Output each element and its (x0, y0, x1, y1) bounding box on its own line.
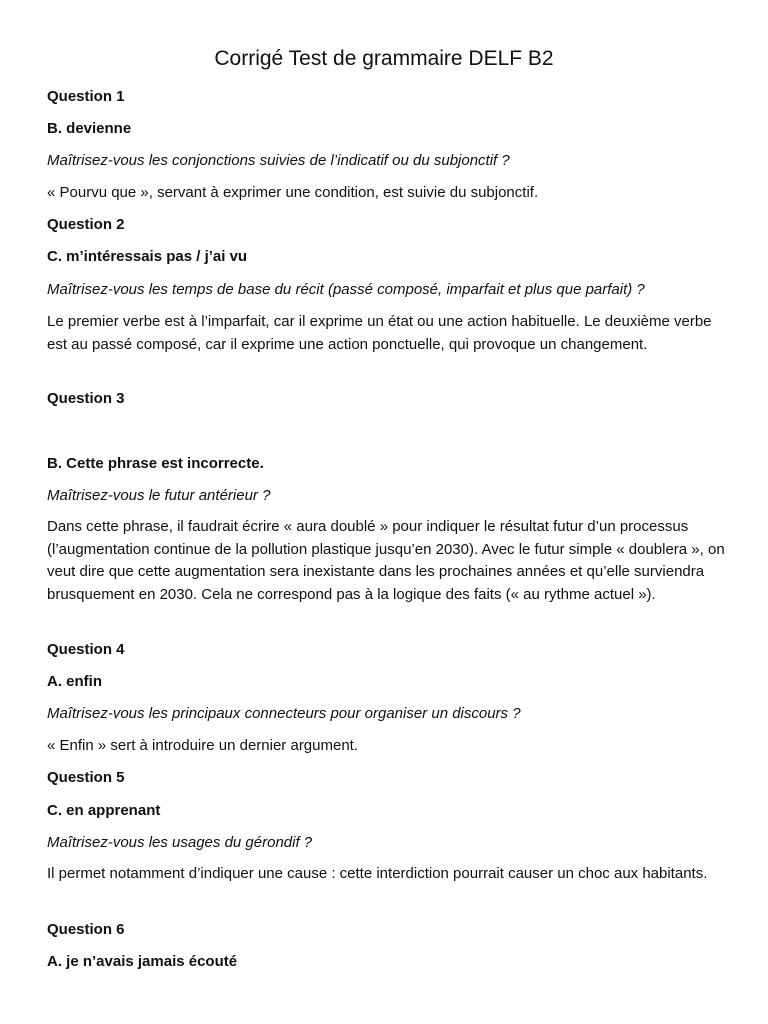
question-4-prompt: Maîtrisez-vous les principaux connecteurs pour organiser un discours ? (47, 705, 521, 722)
question-1-heading: Question 1 (47, 88, 125, 105)
question-6-answer: A. je n’avais jamais écouté (47, 953, 238, 970)
question-3-heading: Question 3 (47, 390, 125, 407)
question-4-explanation: « Enfin » sert à introduire un dernier argument. (47, 737, 359, 754)
question-1-answer: B. devienne (47, 120, 132, 137)
question-5-prompt: Maîtrisez-vous les usages du gérondif ? (47, 834, 313, 851)
question-2-prompt: Maîtrisez-vous les temps de base du récit (passé composé, imparfait et plus que parfait) ? (47, 281, 645, 298)
question-2-explanation: Le premier verbe est à l’imparfait, car il exprime un état ou une action habituelle. Le deuxième verbe est au passé composé, car il exprime une action ponctuelle, qui provoque un changement. (47, 313, 712, 353)
question-5-explanation: Il permet notamment d’indiquer une cause : cette interdiction pourrait causer un choc aux habitants. (47, 865, 708, 882)
question-6-heading: Question 6 (47, 921, 125, 938)
question-3-explanation: Dans cette phrase, il faudrait écrire « aura doublé » pour indiquer le résultat futur d’un processus (l’augmentation continue de la pollution plastique jusqu’en 2030). Avec le futur simple « doublera », on veut dire que cette augmentation sera inexistante dans les prochaines années et qu’elle surviendra brusquement en 2030. Cela ne correspond pas à la logique des faits (« au rythme actuel »). (47, 518, 725, 603)
question-5-answer: C. en apprenant (47, 802, 161, 819)
question-1-prompt: Maîtrisez-vous les conjonctions suivies de l’indicatif ou du subjonctif ? (47, 152, 510, 169)
question-4-heading: Question 4 (47, 641, 125, 658)
question-3-answer: B. Cette phrase est incorrecte. (47, 455, 264, 472)
question-3-prompt: Maîtrisez-vous le futur antérieur ? (47, 487, 271, 504)
question-2-heading: Question 2 (47, 216, 125, 233)
question-2-answer: C. m’intéressais pas / j’ai vu (47, 248, 248, 265)
question-5-heading: Question 5 (47, 769, 125, 786)
question-1-explanation: « Pourvu que », servant à exprimer une condition, est suivie du subjonctif. (47, 184, 539, 201)
document-title: Corrigé Test de grammaire DELF B2 (214, 47, 554, 70)
question-4-answer: A. enfin (47, 673, 102, 690)
